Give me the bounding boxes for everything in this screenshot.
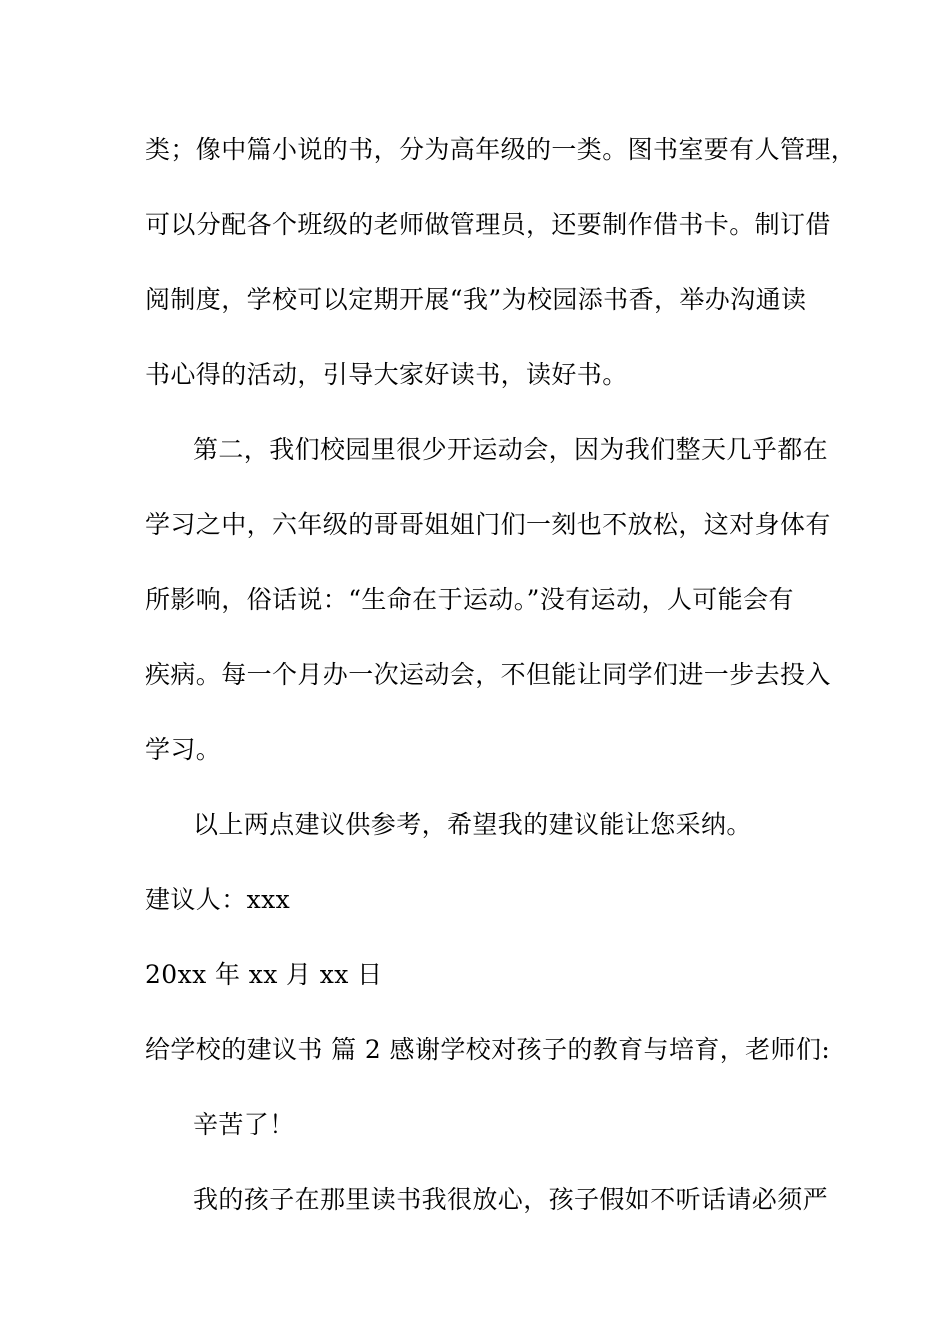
paragraph-line-5: 第二，我们校园里很少开运动会，因为我们整天几乎都在 (193, 435, 829, 464)
paragraph-line-3: 阅制度，学校可以定期开展“我”为校园添书香，举办沟通读 (145, 285, 807, 314)
paragraph-line-last: 我的孩子在那里读书我很放心，孩子假如不听话请必须严 (193, 1185, 829, 1214)
paragraph-line-2: 可以分配各个班级的老师做管理员，还要制作借书卡。制订借 (145, 210, 831, 239)
closing-suggestion: 以上两点建议供参考，希望我的建议能让您采纳。 (193, 810, 752, 839)
paragraph-line-6: 学习之中，六年级的哥哥姐姐门们一刻也不放松，这对身体有 (145, 510, 831, 539)
paragraph-line-4: 书心得的活动，引导大家好读书，读好书。 (145, 360, 628, 389)
paragraph-line-9: 学习。 (145, 735, 222, 764)
section-heading-line: 给学校的建议书 篇 2 感谢学校对孩子的教育与培育，老师们: (145, 1035, 831, 1064)
paragraph-line-8: 疾病。每一个月办一次运动会，不但能让同学们进一步去投入 (145, 660, 831, 689)
greeting-line: 辛苦了！ (193, 1110, 295, 1139)
date-line: 20xx 年 xx 月 xx 日 (145, 960, 383, 989)
paragraph-line-1: 类；像中篇小说的书，分为高年级的一类。图书室要有人管理， (145, 135, 857, 164)
paragraph-line-7: 所影响，俗话说：“生命在于运动。”没有运动，人可能会有 (145, 585, 794, 614)
signature-line: 建议人：xxx (145, 885, 291, 914)
